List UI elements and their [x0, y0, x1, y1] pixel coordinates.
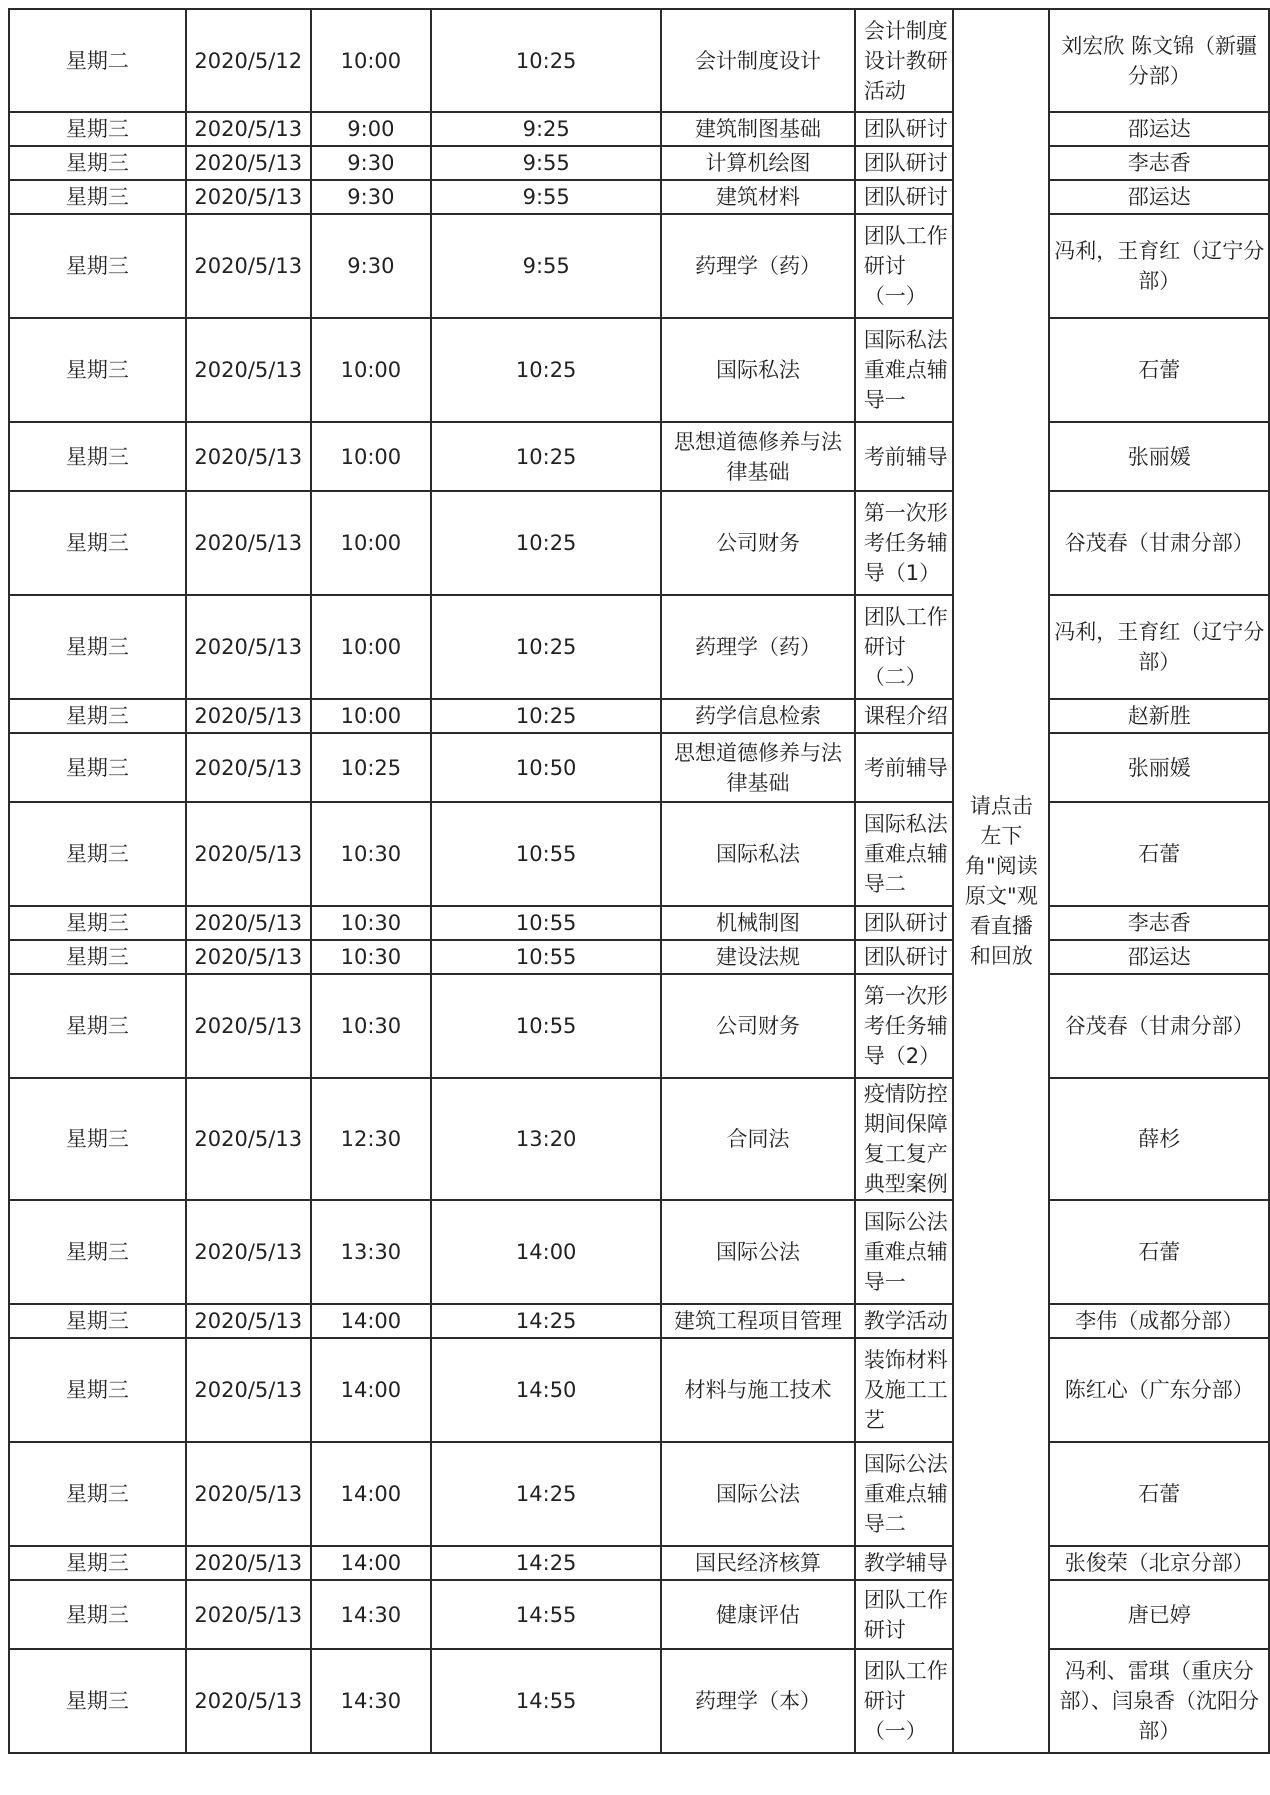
table-row: [9, 595, 1269, 699]
end-time-cell: 9:55: [431, 180, 661, 214]
end-time-cell: 9:55: [431, 214, 661, 318]
table-row: [9, 491, 1269, 595]
end-time-cell: 10:55: [431, 940, 661, 974]
end-time-cell: 10:25: [431, 491, 661, 595]
day-cell: 星期三: [9, 1338, 186, 1442]
teacher-cell: 石蕾: [1049, 1442, 1269, 1546]
course-cell: 建筑制图基础: [661, 112, 855, 146]
day-cell: 星期二: [9, 9, 186, 112]
start-time-cell: 12:30: [311, 1078, 431, 1200]
teacher-cell: 李志香: [1049, 906, 1269, 940]
course-cell: 建筑工程项目管理: [661, 1304, 855, 1338]
table-row: [9, 802, 1269, 906]
course-cell: 国际公法: [661, 1200, 855, 1304]
date-cell: 2020/5/13: [186, 595, 311, 699]
table-row: [9, 1304, 1269, 1338]
date-cell: 2020/5/13: [186, 1649, 311, 1753]
start-time-cell: 10:00: [311, 699, 431, 733]
date-cell: 2020/5/13: [186, 940, 311, 974]
date-cell: 2020/5/13: [186, 491, 311, 595]
start-time-cell: 14:00: [311, 1304, 431, 1338]
date-cell: 2020/5/13: [186, 1078, 311, 1200]
activity-type-cell: 教学辅导: [855, 1546, 954, 1580]
end-time-cell: 9:55: [431, 146, 661, 180]
course-cell: 思想道德修养与法律基础: [661, 422, 855, 491]
start-time-cell: 9:30: [311, 146, 431, 180]
date-cell: 2020/5/13: [186, 422, 311, 491]
table-row: [9, 180, 1269, 214]
end-time-cell: 10:25: [431, 9, 661, 112]
activity-type-cell: 团队工作研讨（一）: [855, 1649, 954, 1753]
date-cell: 2020/5/12: [186, 9, 311, 112]
day-cell: 星期三: [9, 180, 186, 214]
day-cell: 星期三: [9, 974, 186, 1078]
teacher-cell: 谷茂春（甘肃分部）: [1049, 974, 1269, 1078]
end-time-cell: 14:55: [431, 1649, 661, 1753]
teacher-cell: 邵运达: [1049, 180, 1269, 214]
course-cell: 合同法: [661, 1078, 855, 1200]
start-time-cell: 10:30: [311, 974, 431, 1078]
table-row: [9, 733, 1269, 802]
date-cell: 2020/5/13: [186, 699, 311, 733]
end-time-cell: 14:00: [431, 1200, 661, 1304]
live-replay-note-cell: 请点击左下角"阅读原文"观看直播和回放: [953, 9, 1049, 1753]
start-time-cell: 10:00: [311, 422, 431, 491]
activity-type-cell: 团队工作研讨（一）: [855, 214, 954, 318]
end-time-cell: 10:25: [431, 699, 661, 733]
end-time-cell: 10:25: [431, 318, 661, 422]
date-cell: 2020/5/13: [186, 906, 311, 940]
course-cell: 公司财务: [661, 491, 855, 595]
course-cell: 国际私法: [661, 802, 855, 906]
end-time-cell: 14:25: [431, 1442, 661, 1546]
end-time-cell: 9:25: [431, 112, 661, 146]
day-cell: 星期三: [9, 595, 186, 699]
course-cell: 计算机绘图: [661, 146, 855, 180]
table-row: [9, 1078, 1269, 1200]
schedule-body: [9, 9, 1269, 1753]
day-cell: 星期三: [9, 1304, 186, 1338]
activity-type-cell: 国际公法重难点辅导一: [855, 1200, 954, 1304]
date-cell: 2020/5/13: [186, 318, 311, 422]
day-cell: 星期三: [9, 1200, 186, 1304]
date-cell: 2020/5/13: [186, 802, 311, 906]
teacher-cell: 唐已婷: [1049, 1580, 1269, 1649]
end-time-cell: 13:20: [431, 1078, 661, 1200]
start-time-cell: 14:30: [311, 1580, 431, 1649]
start-time-cell: 9:30: [311, 214, 431, 318]
teacher-cell: 薛杉: [1049, 1078, 1269, 1200]
end-time-cell: 14:50: [431, 1338, 661, 1442]
teacher-cell: 石蕾: [1049, 1200, 1269, 1304]
table-row: [9, 146, 1269, 180]
course-cell: 会计制度设计: [661, 9, 855, 112]
start-time-cell: 10:30: [311, 802, 431, 906]
end-time-cell: 10:55: [431, 802, 661, 906]
activity-type-cell: 考前辅导: [855, 422, 954, 491]
date-cell: 2020/5/13: [186, 733, 311, 802]
course-cell: 药学信息检索: [661, 699, 855, 733]
activity-type-cell: 团队研讨: [855, 112, 954, 146]
date-cell: 2020/5/13: [186, 214, 311, 318]
day-cell: 星期三: [9, 146, 186, 180]
table-row: [9, 940, 1269, 974]
course-cell: 健康评估: [661, 1580, 855, 1649]
activity-type-cell: 国际私法重难点辅导一: [855, 318, 954, 422]
start-time-cell: 14:00: [311, 1338, 431, 1442]
activity-type-cell: 团队研讨: [855, 146, 954, 180]
table-row: [9, 1442, 1269, 1546]
schedule-table: [8, 8, 1270, 1754]
end-time-cell: 10:55: [431, 974, 661, 1078]
day-cell: 星期三: [9, 733, 186, 802]
teacher-cell: 张丽媛: [1049, 422, 1269, 491]
day-cell: 星期三: [9, 214, 186, 318]
day-cell: 星期三: [9, 1580, 186, 1649]
activity-type-cell: 团队工作研讨（二）: [855, 595, 954, 699]
day-cell: 星期三: [9, 112, 186, 146]
course-cell: 国民经济核算: [661, 1546, 855, 1580]
day-cell: 星期三: [9, 491, 186, 595]
activity-type-cell: 第一次形考任务辅导（2）: [855, 974, 954, 1078]
course-cell: 思想道德修养与法律基础: [661, 733, 855, 802]
activity-type-cell: 国际私法重难点辅导二: [855, 802, 954, 906]
start-time-cell: 9:30: [311, 180, 431, 214]
table-row: [9, 422, 1269, 491]
table-row: [9, 112, 1269, 146]
day-cell: 星期三: [9, 802, 186, 906]
end-time-cell: 10:25: [431, 595, 661, 699]
course-cell: 机械制图: [661, 906, 855, 940]
course-cell: 建设法规: [661, 940, 855, 974]
table-row: [9, 214, 1269, 318]
activity-type-cell: 考前辅导: [855, 733, 954, 802]
course-cell: 材料与施工技术: [661, 1338, 855, 1442]
start-time-cell: 10:30: [311, 940, 431, 974]
day-cell: 星期三: [9, 1649, 186, 1753]
activity-type-cell: 课程介绍: [855, 699, 954, 733]
activity-type-cell: 团队研讨: [855, 180, 954, 214]
teacher-cell: 邵运达: [1049, 112, 1269, 146]
day-cell: 星期三: [9, 1078, 186, 1200]
teacher-cell: 冯利，王育红（辽宁分部）: [1049, 595, 1269, 699]
date-cell: 2020/5/13: [186, 1442, 311, 1546]
table-row: [9, 1546, 1269, 1580]
start-time-cell: 10:00: [311, 9, 431, 112]
day-cell: 星期三: [9, 906, 186, 940]
activity-type-cell: 团队研讨: [855, 906, 954, 940]
teacher-cell: 赵新胜: [1049, 699, 1269, 733]
course-cell: 建筑材料: [661, 180, 855, 214]
table-row: [9, 1649, 1269, 1753]
activity-type-cell: 教学活动: [855, 1304, 954, 1338]
activity-type-cell: 团队研讨: [855, 940, 954, 974]
teacher-cell: 李伟（成都分部）: [1049, 1304, 1269, 1338]
end-time-cell: 14:55: [431, 1580, 661, 1649]
course-cell: 国际私法: [661, 318, 855, 422]
date-cell: 2020/5/13: [186, 112, 311, 146]
teacher-cell: 石蕾: [1049, 802, 1269, 906]
date-cell: 2020/5/13: [186, 1338, 311, 1442]
day-cell: 星期三: [9, 422, 186, 491]
start-time-cell: 10:25: [311, 733, 431, 802]
table-row: [9, 906, 1269, 940]
teacher-cell: 张丽媛: [1049, 733, 1269, 802]
date-cell: 2020/5/13: [186, 1580, 311, 1649]
date-cell: 2020/5/13: [186, 1546, 311, 1580]
activity-type-cell: 疫情防控期间保障复工复产典型案例: [855, 1078, 954, 1200]
course-cell: 公司财务: [661, 974, 855, 1078]
teacher-cell: 张俊荣（北京分部）: [1049, 1546, 1269, 1580]
end-time-cell: 10:25: [431, 422, 661, 491]
activity-type-cell: 第一次形考任务辅导（1）: [855, 491, 954, 595]
activity-type-cell: 国际公法重难点辅导二: [855, 1442, 954, 1546]
teacher-cell: 冯利、雷琪（重庆分部）、闫泉香（沈阳分部）: [1049, 1649, 1269, 1753]
start-time-cell: 14:00: [311, 1546, 431, 1580]
table-row: [9, 1200, 1269, 1304]
end-time-cell: 14:25: [431, 1546, 661, 1580]
table-row: [9, 974, 1269, 1078]
start-time-cell: 9:00: [311, 112, 431, 146]
date-cell: 2020/5/13: [186, 1304, 311, 1338]
start-time-cell: 10:00: [311, 595, 431, 699]
teacher-cell: 陈红心（广东分部）: [1049, 1338, 1269, 1442]
table-row: [9, 699, 1269, 733]
end-time-cell: 14:25: [431, 1304, 661, 1338]
day-cell: 星期三: [9, 318, 186, 422]
start-time-cell: 13:30: [311, 1200, 431, 1304]
course-cell: 药理学（药）: [661, 214, 855, 318]
end-time-cell: 10:55: [431, 906, 661, 940]
teacher-cell: 冯利，王育红（辽宁分部）: [1049, 214, 1269, 318]
start-time-cell: 10:30: [311, 906, 431, 940]
date-cell: 2020/5/13: [186, 974, 311, 1078]
activity-type-cell: 会计制度设计教研活动: [855, 9, 954, 112]
teacher-cell: 谷茂春（甘肃分部）: [1049, 491, 1269, 595]
activity-type-cell: 团队工作研讨: [855, 1580, 954, 1649]
table-row: [9, 1338, 1269, 1442]
table-row: [9, 9, 1269, 112]
day-cell: 星期三: [9, 1546, 186, 1580]
day-cell: 星期三: [9, 699, 186, 733]
activity-type-cell: 装饰材料及施工工艺: [855, 1338, 954, 1442]
teacher-cell: 李志香: [1049, 146, 1269, 180]
table-row: [9, 1580, 1269, 1649]
day-cell: 星期三: [9, 940, 186, 974]
date-cell: 2020/5/13: [186, 146, 311, 180]
teacher-cell: 邵运达: [1049, 940, 1269, 974]
start-time-cell: 14:00: [311, 1442, 431, 1546]
start-time-cell: 14:30: [311, 1649, 431, 1753]
course-cell: 国际公法: [661, 1442, 855, 1546]
course-cell: 药理学（本）: [661, 1649, 855, 1753]
date-cell: 2020/5/13: [186, 1200, 311, 1304]
teacher-cell: 刘宏欣 陈文锦（新疆分部）: [1049, 9, 1269, 112]
day-cell: 星期三: [9, 1442, 186, 1546]
start-time-cell: 10:00: [311, 318, 431, 422]
start-time-cell: 10:00: [311, 491, 431, 595]
teacher-cell: 石蕾: [1049, 318, 1269, 422]
end-time-cell: 10:50: [431, 733, 661, 802]
table-row: [9, 318, 1269, 422]
date-cell: 2020/5/13: [186, 180, 311, 214]
course-cell: 药理学（药）: [661, 595, 855, 699]
